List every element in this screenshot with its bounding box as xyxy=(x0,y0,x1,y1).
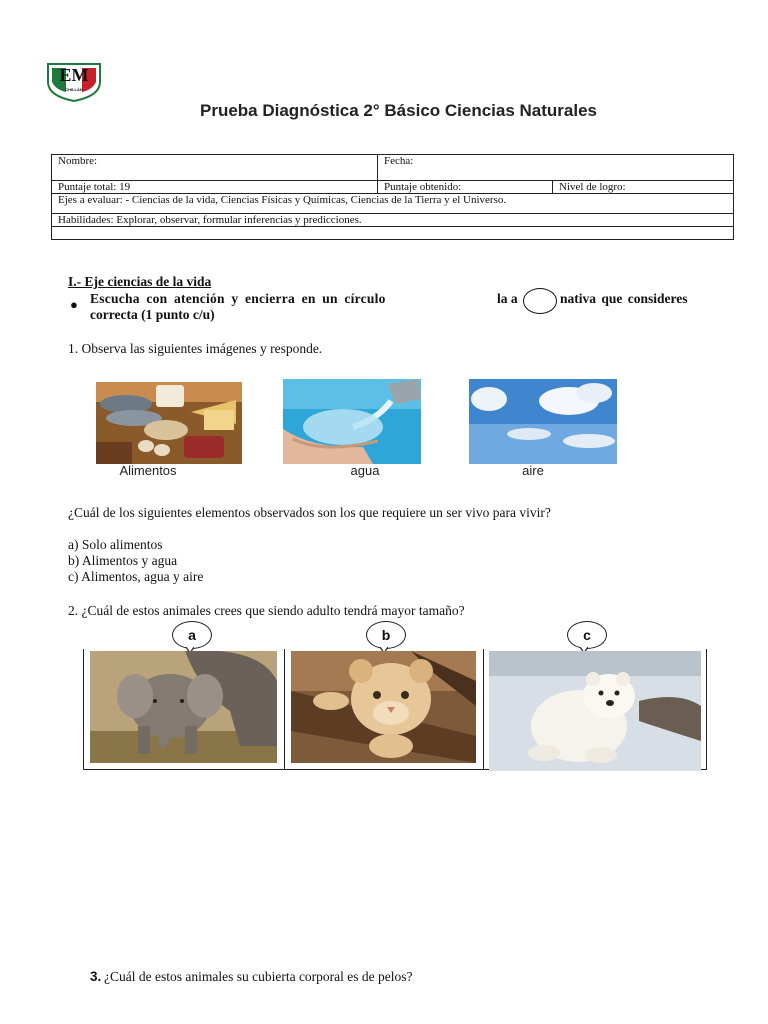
air-image xyxy=(469,379,617,464)
food-image xyxy=(96,382,242,464)
water-caption: agua xyxy=(350,463,380,478)
air-caption: aire xyxy=(522,463,544,478)
option-bubble-a[interactable]: a xyxy=(172,621,212,649)
option-bubble-c[interactable]: c xyxy=(567,621,607,649)
water-image xyxy=(283,379,421,464)
question-1-prompt: 1. Observa las siguientes imágenes y responde. xyxy=(68,341,323,356)
baby-elephant-image[interactable] xyxy=(90,651,277,763)
option-b[interactable]: b) Alimentos y agua xyxy=(68,553,178,568)
page-title: Prueba Diagnóstica 2° Básico Ciencias Naturales xyxy=(200,101,598,120)
skills-cell: Habilidades: Explorar, observar, formular inferencias y predicciones. xyxy=(52,214,734,227)
instruction-text-line2: correcta (1 punto c/u) xyxy=(90,307,215,322)
option-bubble-b[interactable]: b xyxy=(366,621,406,649)
option-c[interactable]: c) Alimentos, agua y aire xyxy=(68,569,204,584)
instruction-text-a: Escucha con atención y encierra en un círculo xyxy=(90,291,386,306)
question-3-prompt: ¿Cuál de estos animales su cubierta corporal es de pelos? xyxy=(104,969,413,984)
option-a[interactable]: a) Solo alimentos xyxy=(68,537,163,552)
obtained-score-field[interactable]: Puntaje obtenido: xyxy=(378,181,553,194)
instruction-text-c: nativa que consideres xyxy=(560,291,688,306)
instruction-text-b: la a xyxy=(497,291,518,306)
section-heading: I.- Eje ciencias de la vida xyxy=(68,274,212,289)
name-field[interactable]: Nombre: xyxy=(52,155,378,181)
table-divider-1 xyxy=(284,649,285,770)
question-2-prompt: 2. ¿Cuál de estos animales crees que siendo adulto tendrá mayor tamaño? xyxy=(68,603,465,618)
table-divider-2 xyxy=(483,649,484,770)
achievement-level-field[interactable]: Nivel de logro: xyxy=(553,181,734,194)
total-score-cell: Puntaje total: 19 xyxy=(52,181,378,194)
school-logo xyxy=(46,62,102,102)
food-caption: Alimentos xyxy=(119,463,177,478)
bullet-icon: ● xyxy=(70,297,78,312)
empty-row xyxy=(52,227,734,240)
question-1-question: ¿Cuál de los siguientes elementos observados son los que requiere un ser vivo para vivir? xyxy=(68,505,551,520)
evaluation-axes-cell: Ejes a evaluar: - Ciencias de la vida, Ciencias Físicas y Químicas, Ciencias de la Tierra y el Universo. xyxy=(52,194,734,214)
logo-subtext: CHILLÁN xyxy=(65,87,83,92)
question-3-number: 3. xyxy=(90,969,102,984)
logo-initials: EM xyxy=(59,65,89,85)
lion-cub-image[interactable] xyxy=(291,651,476,763)
date-field[interactable]: Fecha: xyxy=(378,155,734,181)
circle-mark xyxy=(523,288,557,314)
polar-bear-cub-image[interactable] xyxy=(489,651,701,771)
student-info-table xyxy=(51,154,734,240)
